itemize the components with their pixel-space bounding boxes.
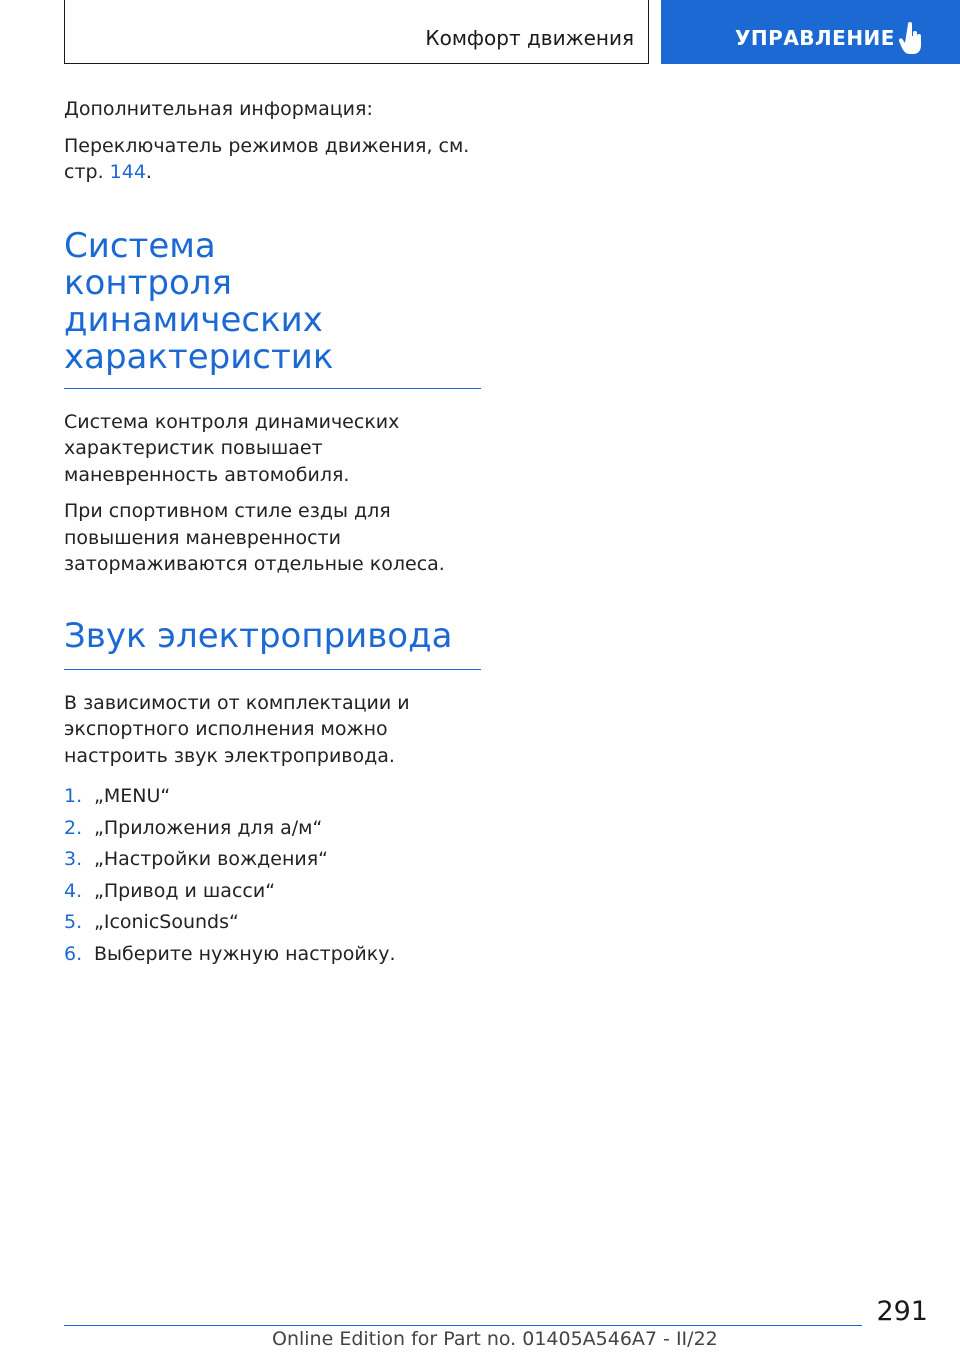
step-text: „Привод и шасси“ <box>94 879 276 902</box>
section-paragraph: При спортивном стиле езды для повышения маневренности затормаживаются отдельные колеса. <box>64 500 445 575</box>
step-number: 4. <box>64 879 83 902</box>
chapter-title: Комфорт движения <box>425 26 634 50</box>
step-number: 5. <box>64 911 83 933</box>
section-divider <box>64 669 481 670</box>
section-divider <box>64 388 481 389</box>
section-paragraph: Система контроля динамических характеристик повышает маневренность автомобиля. <box>64 410 400 486</box>
step-number: 3. <box>64 848 83 870</box>
page-number: 291 <box>876 1296 928 1327</box>
step-text: „IconicSounds“ <box>94 911 239 933</box>
section-heading-dynamics: Система контроля динамических характеристик <box>64 225 334 377</box>
step-number: 2. <box>64 816 83 839</box>
page-reference-link[interactable]: 144 <box>109 161 146 183</box>
step-text: Выберите нужную настройку. <box>94 942 396 965</box>
section-title: УПРАВЛЕНИЕ <box>735 26 895 50</box>
list-item <box>64 909 481 936</box>
intro-reference-text: Переключатель режимов движения, см. стр. <box>64 134 470 183</box>
footer-divider <box>64 1325 862 1326</box>
section-tab <box>661 0 960 64</box>
list-item <box>64 878 481 905</box>
intro-heading: Дополнительная информация: <box>64 98 373 120</box>
step-text: „Настройки вождения“ <box>94 848 328 870</box>
list-item <box>64 941 481 968</box>
step-text: „Приложения для а/м“ <box>94 816 323 839</box>
pointing-hand-icon <box>899 22 923 56</box>
chapter-header <box>64 0 649 64</box>
section-paragraph: В зависимости от комплектации и экспортного исполнения можно настроить звук электропривода. <box>64 691 410 767</box>
intro-reference-end: . <box>145 161 152 183</box>
step-number: 1. <box>64 785 83 807</box>
step-text: „MENU“ <box>94 785 171 807</box>
section-heading-sound: Звук электропривода <box>64 615 453 656</box>
list-item <box>64 846 481 873</box>
page-content <box>64 96 481 972</box>
footer-edition: Online Edition for Part no. 01405A546A7 - II/22 <box>272 1328 718 1350</box>
step-number: 6. <box>64 942 83 965</box>
list-item <box>64 815 481 842</box>
list-item <box>64 783 481 810</box>
steps-list <box>64 783 481 967</box>
intro-reference <box>64 133 481 186</box>
